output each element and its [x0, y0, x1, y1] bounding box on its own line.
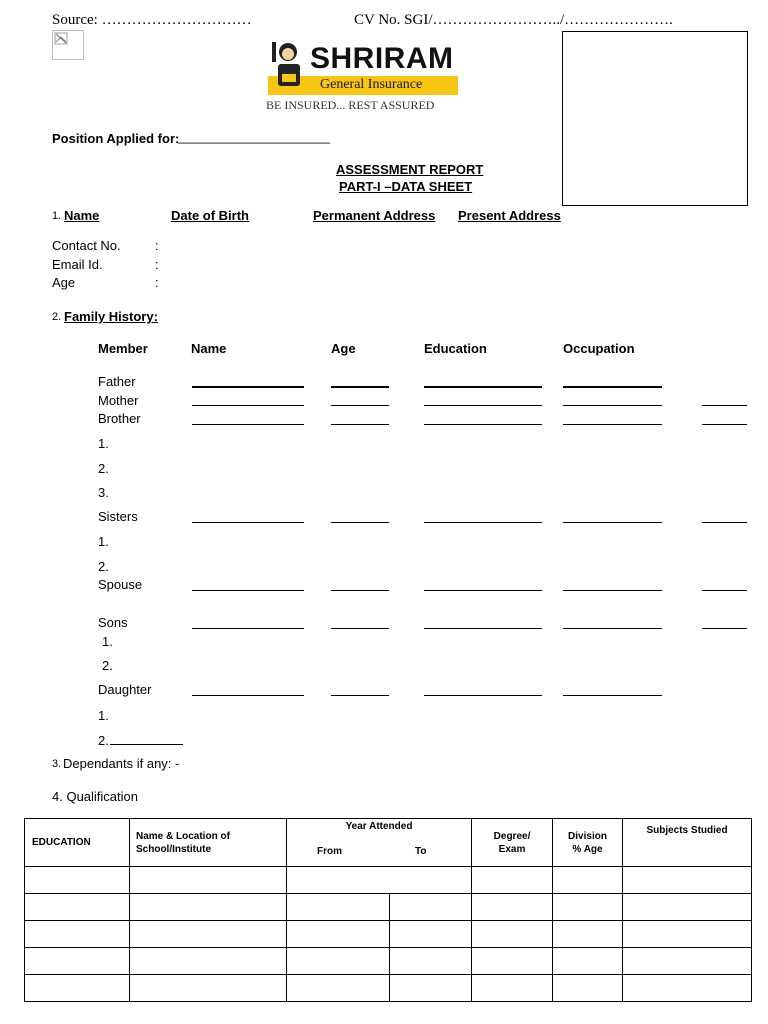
header-name: Name: [191, 341, 227, 356]
qualification-table: [24, 818, 752, 1002]
table-cell[interactable]: [553, 867, 623, 894]
table-row: [25, 948, 752, 975]
daughter-2-line[interactable]: [110, 744, 183, 745]
table-cell[interactable]: [623, 867, 752, 894]
permanent-address-heading: Permanent Address: [313, 208, 436, 223]
mother-education-line[interactable]: [424, 405, 542, 406]
member-spouse: Spouse: [98, 577, 143, 592]
member-father: Father: [98, 374, 136, 389]
brother-occupation-line[interactable]: [563, 424, 662, 425]
table-cell[interactable]: [390, 948, 472, 975]
sister-1: 1.: [98, 534, 109, 549]
present-address-heading: Present Address: [458, 208, 561, 223]
header-member: Member: [98, 341, 148, 356]
table-cell[interactable]: [287, 975, 390, 1002]
member-sons: Sons: [98, 615, 128, 630]
daughter-age-line[interactable]: [331, 695, 389, 696]
report-title: ASSESSMENT REPORT: [336, 162, 484, 177]
table-cell[interactable]: [623, 921, 752, 948]
col-education: EDUCATION: [25, 819, 130, 867]
report-subtitle: PART-I –DATA SHEET: [339, 179, 473, 194]
spouse-occupation-line[interactable]: [563, 590, 662, 591]
company-logo: [266, 40, 462, 114]
table-cell[interactable]: [130, 867, 287, 894]
sisters-occupation-line[interactable]: [563, 522, 662, 523]
son-1: 1.: [102, 634, 113, 649]
family-history-title: Family History:: [64, 309, 158, 324]
table-cell[interactable]: [553, 975, 623, 1002]
position-field[interactable]: _____________________: [178, 129, 330, 144]
logo-subtitle: General Insurance: [320, 77, 423, 92]
table-cell[interactable]: [287, 867, 472, 894]
member-brother: Brother: [98, 411, 141, 426]
daughter-2: 2.: [98, 733, 109, 748]
brother-1: 1.: [98, 436, 109, 451]
col-degree: Degree/ Exam: [472, 819, 553, 867]
brother-extra-line[interactable]: [702, 424, 747, 425]
mother-age-line[interactable]: [331, 405, 389, 406]
member-mother: Mother: [98, 393, 139, 408]
table-cell[interactable]: [287, 894, 390, 921]
age-colon: :: [155, 275, 159, 290]
son-2: 2.: [102, 658, 113, 673]
section1-number: 1.: [52, 210, 62, 222]
section3-number: 3.: [52, 758, 62, 770]
member-sisters: Sisters: [98, 509, 138, 524]
email-label: Email Id.: [52, 257, 103, 272]
year-attended-label: Year Attended: [345, 821, 413, 832]
brother-3: 3.: [98, 485, 109, 500]
header-age: Age: [331, 341, 356, 356]
col-subjects: Subjects Studied: [623, 819, 752, 867]
spouse-education-line[interactable]: [424, 590, 542, 591]
table-cell[interactable]: [130, 894, 287, 921]
photo-box: [562, 31, 748, 206]
table-row: [25, 867, 752, 894]
spouse-extra-line[interactable]: [702, 590, 747, 591]
mother-occupation-line[interactable]: [563, 405, 662, 406]
table-cell[interactable]: [472, 975, 553, 1002]
logo-brand: SHRIRAM: [310, 42, 454, 75]
table-cell[interactable]: [25, 975, 130, 1002]
brother-education-line[interactable]: [424, 424, 542, 425]
contact-label: Contact No.: [52, 238, 121, 253]
daughter-education-line[interactable]: [424, 695, 542, 696]
mascot-icon: [268, 40, 308, 96]
sons-name-line[interactable]: [192, 628, 304, 629]
sisters-education-line[interactable]: [424, 522, 542, 523]
table-cell[interactable]: [623, 894, 752, 921]
table-cell[interactable]: [553, 894, 623, 921]
table-cell[interactable]: [472, 867, 553, 894]
spouse-age-line[interactable]: [331, 590, 389, 591]
sisters-extra-line[interactable]: [702, 522, 747, 523]
table-cell[interactable]: [287, 921, 390, 948]
year-from-label: From: [317, 846, 342, 857]
sisters-age-line[interactable]: [331, 522, 389, 523]
source-label: Source: …………………………: [52, 12, 252, 28]
table-cell[interactable]: [390, 921, 472, 948]
brother-name-line[interactable]: [192, 424, 304, 425]
section2-number: 2.: [52, 311, 62, 323]
age-label: Age: [52, 275, 76, 290]
father-education-line[interactable]: [424, 386, 542, 388]
father-age-line[interactable]: [331, 386, 389, 388]
qualification-label: 4. Qualification: [52, 789, 138, 804]
table-row: [25, 894, 752, 921]
sons-extra-line[interactable]: [702, 628, 747, 629]
daughter-name-line[interactable]: [192, 695, 304, 696]
daughter-1: 1.: [98, 708, 109, 723]
sons-education-line[interactable]: [424, 628, 542, 629]
mother-name-line[interactable]: [192, 405, 304, 406]
table-cell[interactable]: [623, 975, 752, 1002]
dob-heading: Date of Birth: [171, 208, 249, 223]
year-to-label: To: [415, 846, 427, 857]
table-row: [25, 921, 752, 948]
table-cell[interactable]: [553, 921, 623, 948]
sons-age-line[interactable]: [331, 628, 389, 629]
sister-2: 2.: [98, 559, 109, 574]
col-year-attended: [287, 819, 472, 867]
table-cell[interactable]: [472, 948, 553, 975]
table-cell[interactable]: [25, 894, 130, 921]
sisters-name-line[interactable]: [192, 522, 304, 523]
brother-2: 2.: [98, 461, 109, 476]
table-cell[interactable]: [553, 948, 623, 975]
mother-extra-line[interactable]: [702, 405, 747, 406]
table-cell[interactable]: [472, 894, 553, 921]
position-label: Position Applied for:: [52, 131, 180, 146]
header-education: Education: [424, 341, 487, 356]
email-colon: :: [155, 257, 159, 272]
contact-colon: :: [155, 238, 159, 253]
header-occupation: Occupation: [563, 341, 635, 356]
table-cell[interactable]: [390, 975, 472, 1002]
sons-occupation-line[interactable]: [563, 628, 662, 629]
table-cell[interactable]: [390, 894, 472, 921]
table-row: [25, 975, 752, 1002]
table-cell[interactable]: [25, 948, 130, 975]
table-cell[interactable]: [623, 948, 752, 975]
member-daughter: Daughter: [98, 682, 152, 697]
cv-number-label: CV No. SGI/……………………../………………….: [354, 12, 673, 28]
col-school: Name & Location of School/Institute: [130, 819, 287, 867]
spouse-name-line[interactable]: [192, 590, 304, 591]
broken-image-icon: [52, 30, 84, 60]
col-division: Division % Age: [553, 819, 623, 867]
table-cell[interactable]: [25, 921, 130, 948]
table-cell[interactable]: [130, 975, 287, 1002]
brother-age-line[interactable]: [331, 424, 389, 425]
table-cell[interactable]: [472, 921, 553, 948]
daughter-occupation-line[interactable]: [563, 695, 662, 696]
table-cell[interactable]: [130, 921, 287, 948]
father-occupation-line[interactable]: [563, 386, 662, 388]
table-cell[interactable]: [287, 948, 390, 975]
logo-tagline: BE INSURED... REST ASSURED: [266, 98, 435, 112]
table-cell[interactable]: [130, 948, 287, 975]
father-name-line[interactable]: [192, 386, 304, 388]
dependants-label: Dependants if any: -: [63, 756, 180, 771]
name-heading: Name: [64, 208, 100, 223]
table-cell[interactable]: [25, 867, 130, 894]
